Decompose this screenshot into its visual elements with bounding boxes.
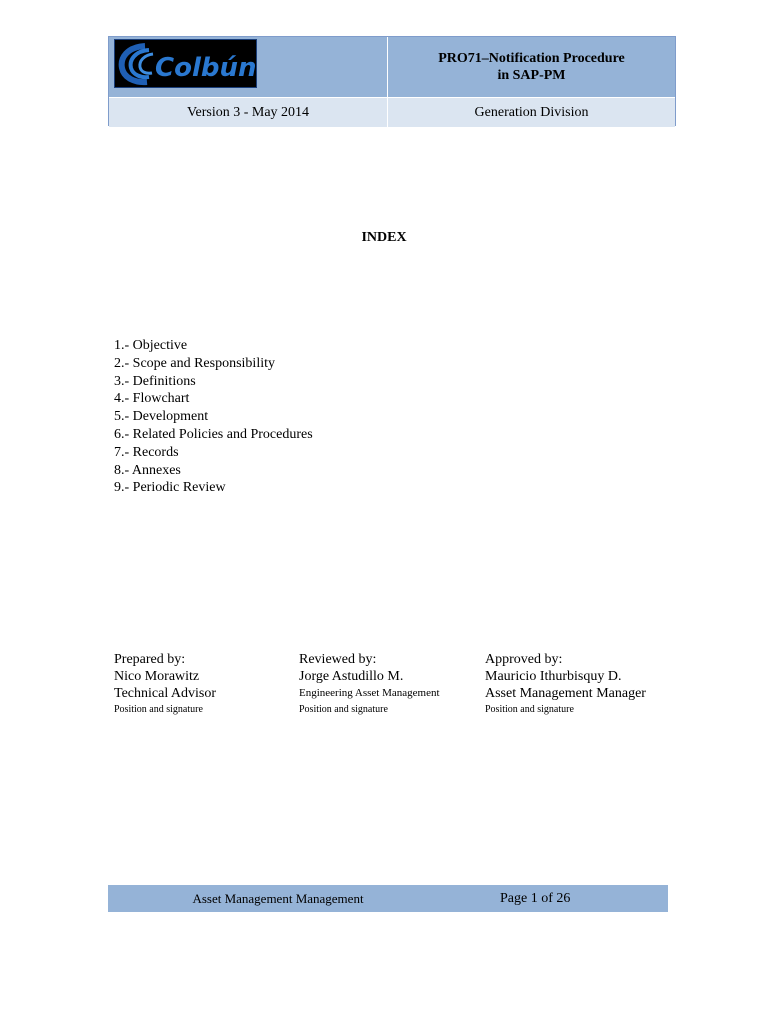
colbun-logo-mark-icon xyxy=(115,40,256,87)
document-footer xyxy=(108,885,668,912)
colbun-logo xyxy=(114,39,257,88)
document-header xyxy=(108,36,676,126)
toc-item: 6.- Related Policies and Procedures xyxy=(114,426,313,442)
header-bottom-row xyxy=(109,98,675,127)
toc-item: 4.- Flowchart xyxy=(114,391,190,407)
signature-role: Engineering Asset Management xyxy=(299,687,440,699)
signature-note: Position and signature xyxy=(114,704,203,715)
header-logo-cell xyxy=(109,37,388,97)
version-label: Version 3 - May 2014 xyxy=(109,98,388,127)
signature-label: Prepared by: xyxy=(114,652,186,667)
signature-name: Nico Morawitz xyxy=(114,669,200,684)
toc-item: 8.- Annexes xyxy=(114,462,181,478)
toc-item: 5.- Development xyxy=(114,409,209,425)
table-of-contents xyxy=(114,337,313,497)
toc-item: 3.- Definitions xyxy=(114,373,196,389)
footer-department: Asset Management Management xyxy=(192,890,364,906)
signature-note: Position and signature xyxy=(485,704,574,715)
signature-note: Position and signature xyxy=(299,704,388,715)
logo-text: Colbún xyxy=(155,53,256,83)
division-label: Generation Division xyxy=(474,104,589,120)
toc-item: 1.- Objective xyxy=(114,338,188,353)
toc-item: 2.- Scope and Responsibility xyxy=(114,355,275,371)
index-title: INDEX xyxy=(361,230,407,245)
signature-label: Reviewed by: xyxy=(299,652,377,667)
signature-prepared xyxy=(114,651,216,717)
signature-approved xyxy=(485,651,646,717)
document-title xyxy=(388,37,675,97)
signature-label: Approved by: xyxy=(485,652,563,667)
title-line-1: PRO71–Notification Procedure xyxy=(438,51,625,66)
signature-role: Technical Advisor xyxy=(114,686,217,701)
signature-name: Jorge Astudillo M. xyxy=(299,669,404,684)
toc-item: 9.- Periodic Review xyxy=(114,480,226,496)
signature-reviewed xyxy=(299,651,440,717)
signature-role: Asset Management Manager xyxy=(485,686,646,701)
footer-page-number: Page 1 of 26 xyxy=(500,890,571,906)
toc-item: 7.- Records xyxy=(114,444,179,460)
header-top-row xyxy=(109,37,675,98)
signature-name: Mauricio Ithurbisquy D. xyxy=(485,669,622,684)
title-line-2: in SAP-PM xyxy=(497,68,566,83)
